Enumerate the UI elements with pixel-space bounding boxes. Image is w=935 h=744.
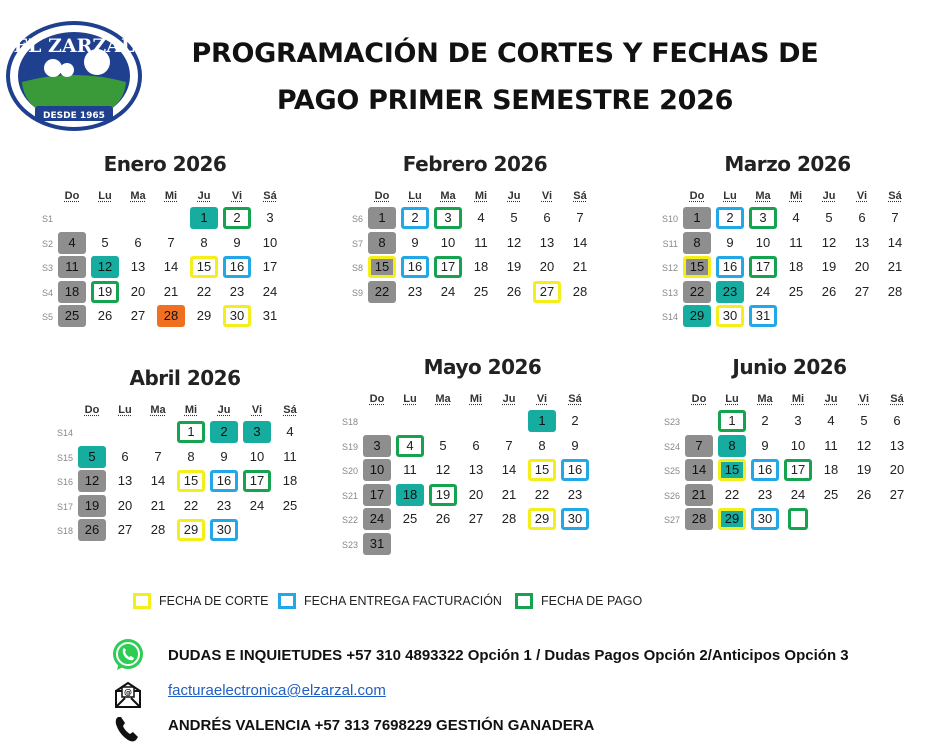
weekday-header: Do <box>84 404 100 416</box>
calendar-day: 3 <box>434 207 462 229</box>
week-number: S18 <box>56 526 73 536</box>
calendar-month <box>660 152 915 342</box>
weekday-header: Ju <box>502 393 516 405</box>
calendar-day: 20 <box>539 259 555 274</box>
contact-email-link[interactable]: facturaelectronica@elzarzal.com <box>168 682 386 699</box>
calendar-month <box>340 355 625 551</box>
calendar-day: 15 <box>528 459 556 481</box>
calendar-day: 18 <box>396 484 424 506</box>
week-number: S20 <box>341 466 358 476</box>
calendar-day: 21 <box>501 486 517 502</box>
calendar-day: 13 <box>889 437 905 453</box>
calendar-day: 14 <box>685 459 713 481</box>
calendar-day: 6 <box>121 448 129 464</box>
calendar-day: 15 <box>718 459 746 481</box>
calendar-day: 27 <box>889 486 905 502</box>
weekday-header: Vi <box>541 190 553 202</box>
weekday-header: Do <box>689 190 705 202</box>
weekday-header: Lu <box>723 190 737 202</box>
calendar-day: 6 <box>472 437 480 453</box>
weekday-header: Ju <box>822 190 836 202</box>
calendar-day: 16 <box>210 470 238 492</box>
calendar-day: 10 <box>790 437 806 453</box>
calendar-day: 6 <box>858 210 866 225</box>
weekday-header: Mi <box>184 404 198 416</box>
calendar-day: 12 <box>506 234 522 250</box>
calendar-day: 10 <box>249 448 265 464</box>
week-number: S10 <box>661 214 678 224</box>
calendar-day: 3 <box>794 413 802 428</box>
calendar-day: 3 <box>363 435 391 457</box>
calendar-day: 1 <box>718 410 746 432</box>
calendar-day: 7 <box>891 210 899 225</box>
calendar-day: 26 <box>506 283 522 299</box>
calendar-day: 2 <box>716 207 744 229</box>
empty-payment-box <box>788 508 808 530</box>
legend-label: FECHA ENTREGA FACTURACIÓN <box>304 594 502 608</box>
calendar-day: 26 <box>856 486 872 502</box>
week-number: S11 <box>662 238 678 249</box>
calendar-day: 27 <box>468 511 484 526</box>
week-number: S22 <box>341 515 358 525</box>
weekday-header: Vi <box>231 190 243 202</box>
weekday-header: Sá <box>568 393 582 405</box>
week-number: S23 <box>341 539 358 550</box>
legend-label: FECHA DE PAGO <box>541 594 643 608</box>
calendar-day: 6 <box>543 210 551 225</box>
week-number: S14 <box>661 312 678 322</box>
calendar-day: 18 <box>58 281 86 303</box>
title-line-1: PROGRAMACIÓN DE CORTES Y FECHAS DE <box>191 38 819 69</box>
calendar-day: 13 <box>468 462 484 477</box>
calendar-day: 21 <box>572 259 588 274</box>
calendar-day: 21 <box>685 484 713 506</box>
calendar-day: 28 <box>887 283 903 299</box>
weekday-header: Sá <box>890 393 904 405</box>
weekday-header: Vi <box>858 393 870 405</box>
weekday-header: Do <box>64 190 80 202</box>
calendar-day: 7 <box>154 448 162 464</box>
week-number: S8 <box>351 263 363 273</box>
week-number: S4 <box>41 287 53 298</box>
calendar-day: 22 <box>183 497 199 513</box>
calendar-day: 1 <box>190 207 218 229</box>
weekday-header: Lu <box>408 190 422 202</box>
calendar-day: 27 <box>117 522 133 537</box>
calendar-day: 31 <box>363 533 391 555</box>
email-icon <box>113 680 143 710</box>
calendar-day: 17 <box>243 470 271 492</box>
logo-since: DESDE 1965 <box>43 111 105 121</box>
week-number: S23 <box>663 417 680 427</box>
weekday-header: Sá <box>888 190 902 202</box>
weekday-header: Mi <box>474 190 488 202</box>
legend-label: FECHA DE CORTE <box>159 594 269 608</box>
calendar-day: 5 <box>78 446 106 468</box>
calendar-day: 22 <box>368 281 396 303</box>
calendar-day: 25 <box>823 486 839 502</box>
calendar-day: 3 <box>243 421 271 443</box>
calendar-day: 5 <box>439 437 447 453</box>
calendar-day: 22 <box>724 486 740 502</box>
calendar-day: 1 <box>368 207 396 229</box>
weekday-header: Ju <box>507 190 521 202</box>
calendar-month <box>345 152 605 342</box>
calendar-day: 10 <box>262 234 278 250</box>
calendar-day: 13 <box>117 473 133 488</box>
calendar-day: 19 <box>78 495 106 517</box>
calendar-day: 17 <box>749 256 777 278</box>
phone-icon <box>113 714 141 744</box>
week-number: S18 <box>341 417 358 427</box>
calendar-day: 28 <box>572 283 588 299</box>
weekday-header: Lu <box>98 190 112 202</box>
calendar-day: 8 <box>538 437 546 453</box>
calendar-day: 18 <box>788 259 804 274</box>
calendar-day: 7 <box>576 210 584 225</box>
week-number: S14 <box>56 428 73 438</box>
week-number: S25 <box>663 466 680 476</box>
weekday-header: Do <box>374 190 390 202</box>
week-number: S13 <box>661 287 678 298</box>
calendar-month <box>35 152 295 342</box>
calendar-day: 31 <box>262 308 278 323</box>
calendar-day: 19 <box>506 259 522 274</box>
calendar-day: 13 <box>539 234 555 250</box>
el-zarzal-logo <box>5 20 143 132</box>
calendar-day: 8 <box>187 448 195 464</box>
calendar-day: 10 <box>755 234 771 250</box>
legend-swatch <box>278 593 296 609</box>
calendar-day: 10 <box>440 234 456 250</box>
logo-name: EL ZARZAL <box>13 35 135 57</box>
calendar-day: 24 <box>262 283 278 299</box>
week-number: S6 <box>351 214 363 224</box>
calendar-day: 22 <box>683 281 711 303</box>
calendar-day: 28 <box>685 508 713 530</box>
calendar-day: 29 <box>196 308 212 323</box>
calendar-day: 9 <box>571 437 579 453</box>
calendar-day: 27 <box>130 308 146 323</box>
calendar-day: 8 <box>718 435 746 457</box>
week-number: S3 <box>41 263 53 273</box>
calendar-day: 19 <box>856 462 872 477</box>
weekday-header: Vi <box>251 404 263 416</box>
week-number: S2 <box>41 238 53 249</box>
calendar-day: 22 <box>534 486 550 502</box>
calendar-day: 14 <box>887 234 903 250</box>
weekday-header: Ma <box>435 393 451 405</box>
calendar-day: 19 <box>429 484 457 506</box>
calendar-day: 15 <box>368 256 396 278</box>
calendar-day: 23 <box>716 281 744 303</box>
calendar-day: 16 <box>223 256 251 278</box>
calendar-day: 28 <box>501 511 517 526</box>
calendar-day: 23 <box>407 283 423 299</box>
calendar-day: 6 <box>893 413 901 428</box>
calendar-day: 15 <box>190 256 218 278</box>
weekday-header: Ju <box>197 190 211 202</box>
calendar-day: 13 <box>854 234 870 250</box>
calendar-day: 30 <box>751 508 779 530</box>
calendar-day: 16 <box>561 459 589 481</box>
calendar-day: 4 <box>792 210 800 225</box>
calendar-day: 23 <box>229 283 245 299</box>
calendar-day: 11 <box>58 256 86 278</box>
calendar-day: 15 <box>177 470 205 492</box>
month-title: Mayo 2026 <box>423 355 542 379</box>
calendar-day: 17 <box>262 259 278 274</box>
week-number: S19 <box>341 441 358 452</box>
calendar-day: 7 <box>505 437 513 453</box>
calendar-day: 5 <box>510 210 518 225</box>
weekday-header: Lu <box>725 393 739 405</box>
calendar-day: 4 <box>58 232 86 254</box>
calendar-day: 10 <box>363 459 391 481</box>
calendar-day: 1 <box>177 421 205 443</box>
calendar-day: 14 <box>572 234 588 250</box>
calendar-day: 1 <box>683 207 711 229</box>
calendar-day: 5 <box>101 234 109 250</box>
calendar-day: 11 <box>824 437 838 453</box>
calendar-day: 25 <box>402 511 418 526</box>
weekday-header: Lu <box>118 404 132 416</box>
calendar-day: 29 <box>718 508 746 530</box>
calendar-day: 20 <box>468 486 484 502</box>
calendar-day: 17 <box>784 459 812 481</box>
week-number: S21 <box>341 490 358 501</box>
weekday-header: Ma <box>130 190 146 202</box>
week-number: S17 <box>56 501 73 512</box>
calendar-day: 3 <box>266 210 274 225</box>
calendar-day: 12 <box>78 470 106 492</box>
weekday-header: Sá <box>573 190 587 202</box>
calendar-day: 4 <box>286 424 294 439</box>
calendar-day: 17 <box>363 484 391 506</box>
calendar-day: 31 <box>749 305 777 327</box>
calendar-day: 12 <box>91 256 119 278</box>
calendar-day: 24 <box>363 508 391 530</box>
calendar-day: 11 <box>283 448 297 464</box>
legend-swatch <box>133 593 151 609</box>
calendar-day: 12 <box>821 234 837 250</box>
calendar-day: 11 <box>789 234 803 250</box>
calendar-day: 16 <box>716 256 744 278</box>
calendar-day: 2 <box>761 413 769 428</box>
weekday-header: Mi <box>789 190 803 202</box>
weekday-header: Sá <box>263 190 277 202</box>
calendar-day: 2 <box>223 207 251 229</box>
calendar-day: 28 <box>150 522 166 537</box>
week-number: S12 <box>661 263 678 273</box>
calendar-day: 21 <box>150 497 166 513</box>
weekday-header: Sá <box>283 404 297 416</box>
month-title: Enero 2026 <box>103 152 227 176</box>
calendar-day: 25 <box>473 283 489 299</box>
calendar-day: 20 <box>889 462 905 477</box>
calendar-day: 21 <box>887 259 903 274</box>
calendar-day: 27 <box>533 281 561 303</box>
calendar-day: 12 <box>435 462 451 477</box>
calendar-day: 29 <box>177 519 205 541</box>
legend-item-pago <box>515 591 642 611</box>
calendar-day: 9 <box>761 437 769 453</box>
calendar-day: 3 <box>749 207 777 229</box>
calendar-day: 29 <box>683 305 711 327</box>
calendar-day: 26 <box>435 511 451 526</box>
weekday-header: Mi <box>469 393 483 405</box>
page-title <box>150 30 860 124</box>
calendar-day: 19 <box>821 259 837 274</box>
calendar-day: 8 <box>683 232 711 254</box>
calendar-day: 24 <box>249 497 265 513</box>
calendar-day: 28 <box>157 305 185 327</box>
calendar-day: 18 <box>282 473 298 488</box>
weekday-header: Vi <box>856 190 868 202</box>
calendar-day: 18 <box>823 462 839 477</box>
calendar-day: 12 <box>856 437 872 453</box>
calendar-day: 16 <box>751 459 779 481</box>
calendar-day: 11 <box>403 462 417 477</box>
week-number: S1 <box>41 214 53 224</box>
weekday-header: Vi <box>536 393 548 405</box>
calendar-day: 7 <box>685 435 713 457</box>
calendar-day: 5 <box>825 210 833 225</box>
calendar-day: 24 <box>790 486 806 502</box>
week-number: S26 <box>663 490 680 501</box>
calendar-day: 4 <box>396 435 424 457</box>
calendar-day: 26 <box>821 283 837 299</box>
calendar-day: 22 <box>196 283 212 299</box>
calendar-day: 2 <box>210 421 238 443</box>
calendar-day: 7 <box>167 234 175 250</box>
calendar-day: 25 <box>58 305 86 327</box>
calendar-day: 2 <box>571 413 579 428</box>
week-number: S16 <box>56 477 73 487</box>
calendar-day: 26 <box>78 519 106 541</box>
month-title: Febrero 2026 <box>402 152 548 176</box>
legend-item-entrega <box>278 591 502 611</box>
calendar-day: 25 <box>788 283 804 299</box>
calendar-day: 9 <box>411 234 419 250</box>
weekday-header: Ju <box>824 393 838 405</box>
calendar-day: 16 <box>401 256 429 278</box>
weekday-header: Do <box>369 393 385 405</box>
calendar-day: 30 <box>223 305 251 327</box>
calendar-day: 8 <box>200 234 208 250</box>
calendar-day: 15 <box>683 256 711 278</box>
month-title: Marzo 2026 <box>724 152 851 176</box>
calendar-day: 23 <box>216 497 232 513</box>
calendar-day: 19 <box>91 281 119 303</box>
calendar-day: 30 <box>561 508 589 530</box>
month-title: Junio 2026 <box>732 355 847 379</box>
weekday-header: Mi <box>164 190 178 202</box>
contact-whatsapp: DUDAS E INQUIETUDES +57 310 4893322 Opción 1 / Dudas Pagos Opción 2/Anticipos Opción 3 <box>168 647 849 664</box>
calendar-day: 4 <box>827 413 835 428</box>
calendar-day: 9 <box>220 448 228 464</box>
calendar-day: 24 <box>440 283 456 299</box>
calendar-day: 30 <box>716 305 744 327</box>
calendar-day: 5 <box>860 413 868 428</box>
weekday-header: Do <box>691 393 707 405</box>
weekday-header: Ma <box>150 404 166 416</box>
calendar-day: 13 <box>130 259 146 274</box>
calendar-day: 6 <box>134 234 142 250</box>
calendar-day: 23 <box>757 486 773 502</box>
svg-text:@: @ <box>124 688 132 697</box>
weekday-header: Mi <box>791 393 805 405</box>
calendar-day: 9 <box>726 234 734 250</box>
calendar-day: 20 <box>130 283 146 299</box>
calendar-day: 11 <box>474 234 488 250</box>
calendar-day: 27 <box>854 283 870 299</box>
week-number: S15 <box>56 452 73 463</box>
calendar-day: 14 <box>150 473 166 488</box>
whatsapp-icon <box>110 637 146 673</box>
calendar-day: 14 <box>501 462 517 477</box>
calendar-day: 30 <box>210 519 238 541</box>
weekday-header: Ju <box>217 404 231 416</box>
week-number: S7 <box>351 238 363 249</box>
calendar-day: 26 <box>97 308 113 323</box>
week-number: S5 <box>41 312 53 322</box>
calendar-day: 20 <box>854 259 870 274</box>
calendar-day: 24 <box>755 283 771 299</box>
weekday-header: Ma <box>757 393 773 405</box>
calendar-day: 23 <box>567 486 583 502</box>
weekday-header: Ma <box>755 190 771 202</box>
calendar-day: 2 <box>401 207 429 229</box>
week-number: S27 <box>663 515 680 525</box>
calendar-day: 21 <box>163 283 179 299</box>
weekday-header: Lu <box>403 393 417 405</box>
calendar-month <box>662 355 917 545</box>
calendar-day: 1 <box>528 410 556 432</box>
month-title: Abril 2026 <box>129 366 241 390</box>
week-number: S9 <box>351 287 363 298</box>
calendar-day: 29 <box>528 508 556 530</box>
title-line-2: PAGO PRIMER SEMESTRE 2026 <box>276 85 734 116</box>
calendar-day: 4 <box>477 210 485 225</box>
calendar-month <box>55 366 315 556</box>
contact-phone: ANDRÉS VALENCIA +57 313 7698229 GESTIÓN GANADERA <box>168 717 595 734</box>
calendar-day: 8 <box>368 232 396 254</box>
calendar-day: 25 <box>282 497 298 513</box>
calendar-day: 18 <box>473 259 489 274</box>
week-number: S24 <box>663 441 680 452</box>
calendar-day: 14 <box>163 259 179 274</box>
legend-swatch <box>515 593 533 609</box>
weekday-header: Ma <box>440 190 456 202</box>
calendar-day: 17 <box>434 256 462 278</box>
calendar-day: 9 <box>233 234 241 250</box>
calendar-day: 20 <box>117 497 133 513</box>
legend-item-corte <box>133 591 269 611</box>
